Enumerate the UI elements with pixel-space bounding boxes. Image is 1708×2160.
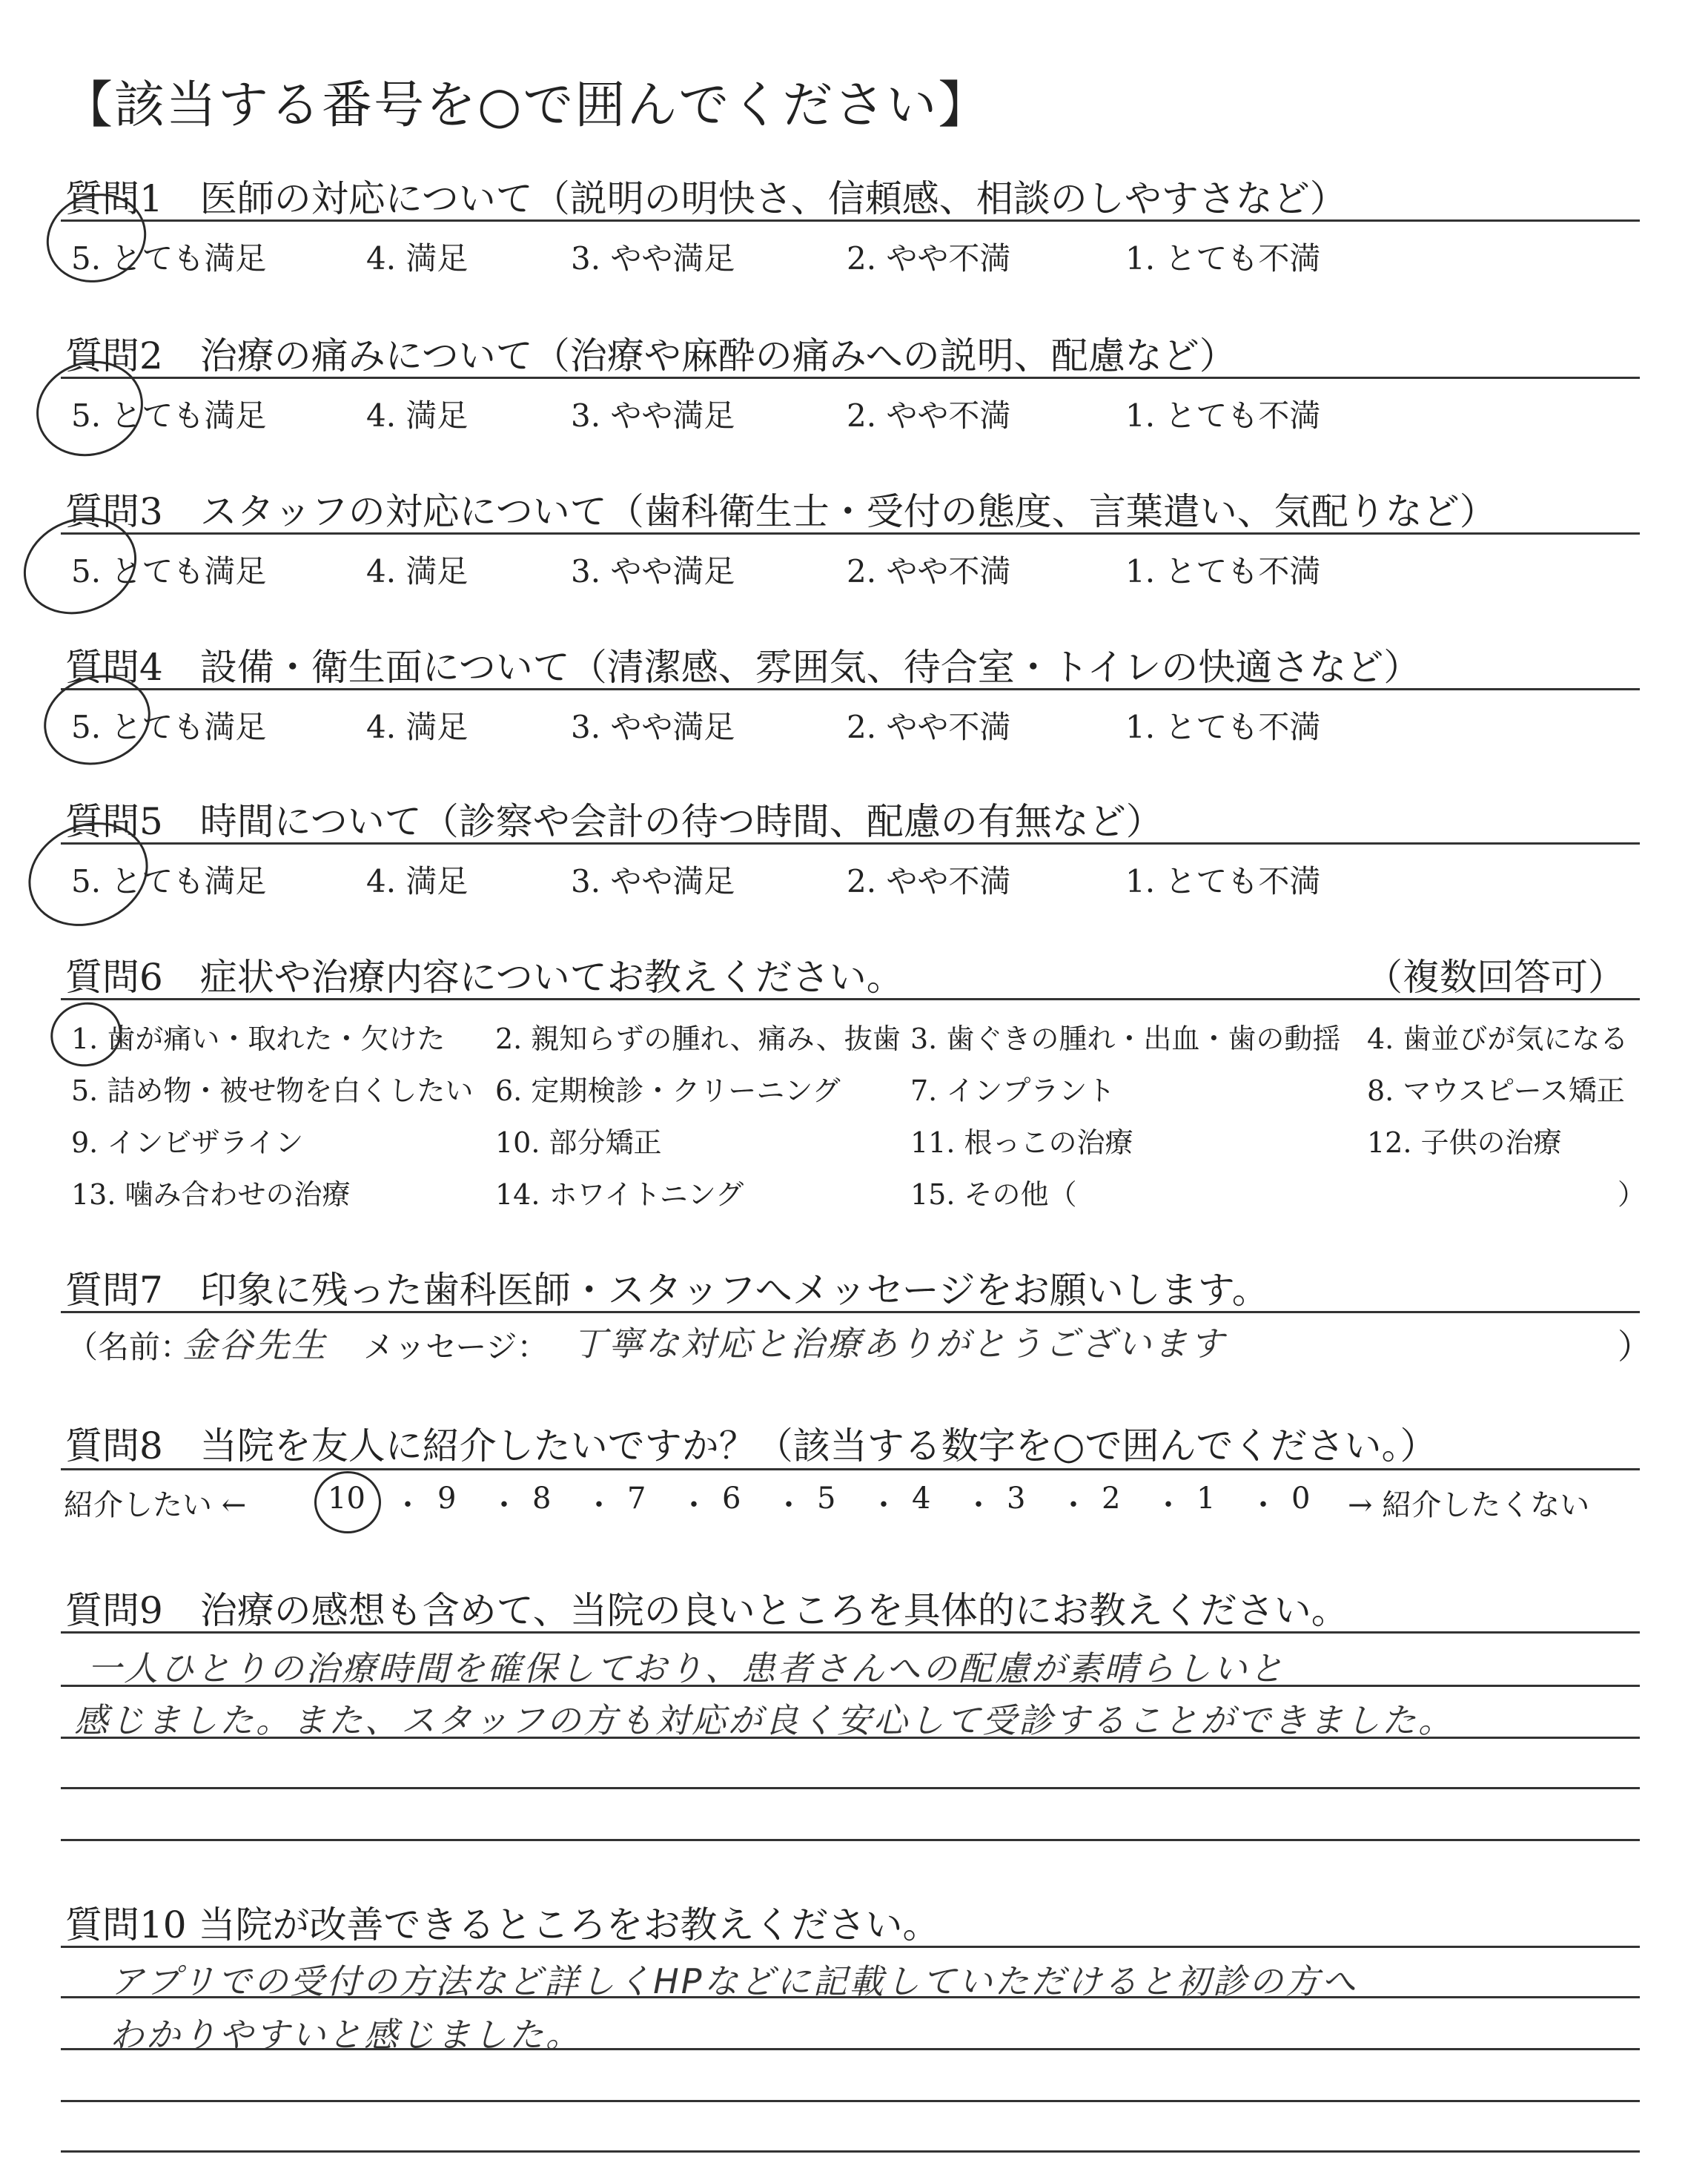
scale-separator: ・ [869, 1488, 898, 1522]
answer-line [61, 1685, 1640, 1687]
question-6-label: 質問6 症状や治療内容についてお教えください。 [65, 956, 904, 999]
scale-separator: ・ [1153, 1488, 1183, 1522]
q5-option-1[interactable]: 1. とても不満 [1125, 863, 1321, 899]
q4-option-2[interactable]: 2. やや不満 [847, 709, 1011, 745]
scale-separator: ・ [393, 1488, 423, 1522]
q5-option-2[interactable]: 2. やや不満 [847, 863, 1011, 899]
scale-value-10[interactable]: 10 [328, 1482, 365, 1516]
q10-answer-line-1[interactable]: アプリでの受付の方法など詳しくHPなどに記載していただけると初診の方へ [110, 1961, 1358, 2001]
q6-option-5[interactable]: 5. 詰め物・被せ物を白くしたい [71, 1074, 474, 1107]
question-9-label: 質問9 治療の感想も含めて、当院の良いところを具体的にお教えください。 [65, 1589, 1348, 1632]
divider [61, 219, 1640, 222]
q7-close-paren: ） [1618, 1327, 1652, 1367]
q7-name-label: （名前： [67, 1329, 192, 1365]
q3-option-4[interactable]: 4. 満足 [366, 553, 469, 589]
q2-option-1[interactable]: 1. とても不満 [1125, 397, 1321, 434]
q4-option-3[interactable]: 3. やや満足 [571, 709, 735, 745]
answer-line [61, 2100, 1640, 2102]
question-8-label: 質問8 当院を友人に紹介したいですか？（該当する数字を○で囲んでください。） [65, 1424, 1437, 1467]
q6-other-close-paren: ） [1618, 1178, 1646, 1211]
answer-line [61, 1839, 1640, 1841]
q7-name-value[interactable]: 金谷先生 [182, 1325, 328, 1365]
q6-option-8[interactable]: 8. マウスピース矯正 [1367, 1074, 1625, 1107]
divider [61, 1311, 1640, 1313]
q4-option-5[interactable]: 5. とても満足 [71, 709, 267, 745]
scale-separator: ・ [679, 1488, 709, 1522]
scale-value-8[interactable]: 8 [532, 1482, 552, 1516]
q6-option-15[interactable]: 15. その他（ [910, 1178, 1077, 1211]
q4-option-4[interactable]: 4. 満足 [366, 709, 469, 745]
q4-option-1[interactable]: 1. とても不満 [1125, 709, 1321, 745]
question-3-label: 質問3 スタッフの対応について（歯科衛生士・受付の態度、言葉遣い、気配りなど） [65, 490, 1497, 533]
q6-option-9[interactable]: 9. インビザライン [71, 1126, 304, 1159]
q2-option-2[interactable]: 2. やや不満 [847, 397, 1011, 434]
q3-option-3[interactable]: 3. やや満足 [571, 553, 735, 589]
scale-value-6[interactable]: 6 [722, 1482, 741, 1516]
question-1-label: 質問1 医師の対応について（説明の明快さ、信頼感、相談のしやすさなど） [65, 177, 1347, 220]
scale-value-9[interactable]: 9 [437, 1482, 457, 1516]
q3-option-1[interactable]: 1. とても不満 [1125, 553, 1321, 589]
q5-option-5[interactable]: 5. とても満足 [71, 863, 267, 899]
q6-option-14[interactable]: 14. ホワイトニング [495, 1178, 744, 1211]
q2-option-4[interactable]: 4. 満足 [366, 397, 469, 434]
answer-line [61, 2150, 1640, 2153]
scale-value-7[interactable]: 7 [627, 1482, 646, 1516]
scale-value-4[interactable]: 4 [912, 1482, 931, 1516]
divider [61, 842, 1640, 845]
q1-option-3[interactable]: 3. やや満足 [571, 240, 735, 277]
q2-option-3[interactable]: 3. やや満足 [571, 397, 735, 434]
q3-option-2[interactable]: 2. やや不満 [847, 553, 1011, 589]
q6-option-10[interactable]: 10. 部分矯正 [495, 1126, 662, 1159]
q6-option-1[interactable]: 1. 歯が痛い・取れた・欠けた [71, 1023, 446, 1055]
scale-value-1[interactable]: 1 [1196, 1482, 1216, 1516]
q5-option-3[interactable]: 3. やや満足 [571, 863, 735, 899]
answer-line [61, 1737, 1640, 1739]
scale-left-label: 紹介したい ← [64, 1488, 247, 1522]
q2-option-5[interactable]: 5. とても満足 [71, 397, 267, 434]
scale-separator: ・ [774, 1488, 804, 1522]
q6-option-7[interactable]: 7. インプラント [910, 1074, 1116, 1107]
scale-right-label: → 紹介したくない [1348, 1488, 1590, 1522]
divider [61, 688, 1640, 690]
question-7-label: 質問7 印象に残った歯科医師・スタッフへメッセージをお願いします。 [65, 1269, 1269, 1312]
page-title: 【該当する番号を○で囲んでください】 [62, 76, 990, 135]
divider [61, 1468, 1640, 1470]
scale-value-3[interactable]: 3 [1007, 1482, 1026, 1516]
q9-answer-line-1[interactable]: 一人ひとりの治療時間を確保しており、患者さんへの配慮が素晴らしいと [87, 1648, 1286, 1688]
scale-value-0[interactable]: 0 [1291, 1482, 1311, 1516]
q7-message-label: メッセージ： [363, 1329, 549, 1365]
question-5-label: 質問5 時間について（診察や会計の待つ時間、配慮の有無など） [65, 800, 1163, 843]
answer-line [61, 2048, 1640, 2050]
q6-option-11[interactable]: 11. 根っこの治療 [910, 1126, 1133, 1159]
q1-option-4[interactable]: 4. 満足 [366, 240, 469, 277]
divider [61, 532, 1640, 535]
q10-answer-line-2[interactable]: わかりやすいと感じました。 [110, 2015, 582, 2055]
q1-option-5[interactable]: 5. とても満足 [71, 240, 267, 277]
q1-option-1[interactable]: 1. とても不満 [1125, 240, 1321, 277]
answer-line [61, 1787, 1640, 1789]
question-10-label: 質問10 当院が改善できるところをお教えください。 [65, 1903, 940, 1946]
q1-option-2[interactable]: 2. やや不満 [847, 240, 1011, 277]
q3-option-5[interactable]: 5. とても満足 [71, 553, 267, 589]
q6-option-13[interactable]: 13. 噛み合わせの治療 [71, 1178, 351, 1211]
divider [61, 998, 1640, 1000]
q6-option-4[interactable]: 4. 歯並びが気になる [1367, 1023, 1629, 1055]
scale-separator: ・ [489, 1488, 519, 1522]
scale-separator: ・ [964, 1488, 993, 1522]
q5-option-4[interactable]: 4. 満足 [366, 863, 469, 899]
q9-answer-line-2[interactable]: 感じました。また、スタッフの方も対応が良く安心して受診することができました。 [74, 1700, 1454, 1740]
q7-message-value[interactable]: 丁寧な対応と治療ありがとうございます [572, 1324, 1226, 1364]
scale-separator: ・ [1059, 1488, 1088, 1522]
q6-option-2[interactable]: 2. 親知らずの腫れ、痛み、抜歯 [495, 1023, 901, 1055]
divider [61, 1946, 1640, 1948]
answer-line [61, 1996, 1640, 1998]
scale-value-5[interactable]: 5 [817, 1482, 836, 1516]
divider [61, 1631, 1640, 1634]
q6-option-6[interactable]: 6. 定期検診・クリーニング [495, 1074, 841, 1107]
divider [61, 377, 1640, 379]
question-4-label: 質問4 設備・衛生面について（清潔感、雰囲気、待合室・トイレの快適さなど） [65, 646, 1421, 689]
q6-option-3[interactable]: 3. 歯ぐきの腫れ・出血・歯の動揺 [910, 1023, 1341, 1055]
multiple-answer-note: （複数回答可） [1366, 956, 1625, 999]
scale-separator: ・ [584, 1488, 614, 1522]
scale-separator: ・ [1248, 1488, 1278, 1522]
question-2-label: 質問2 治療の痛みについて（治療や麻酔の痛みへの説明、配慮など） [65, 334, 1237, 377]
q6-option-12[interactable]: 12. 子供の治療 [1367, 1126, 1562, 1159]
scale-value-2[interactable]: 2 [1102, 1482, 1121, 1516]
